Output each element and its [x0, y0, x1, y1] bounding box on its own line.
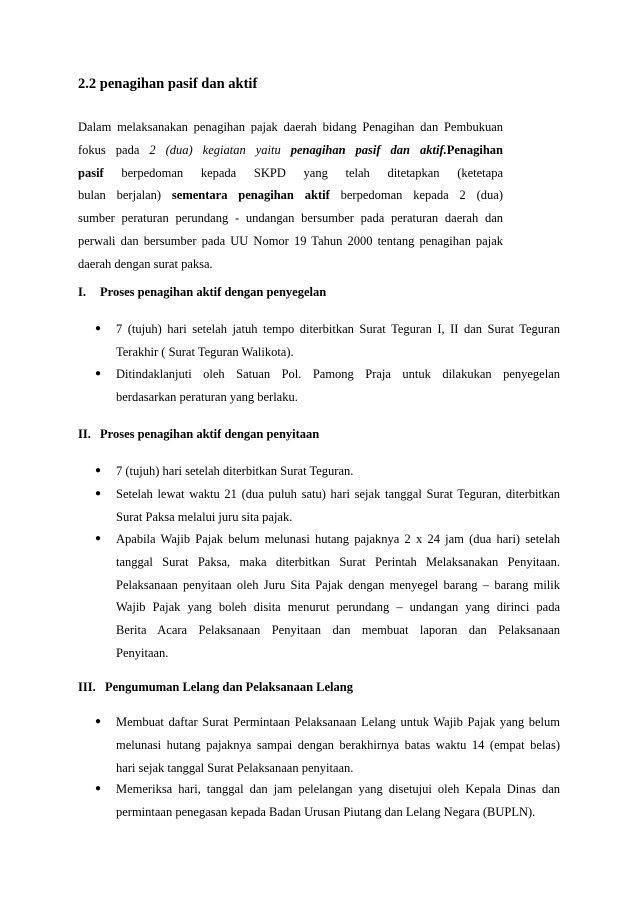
- bullet-icon: ●: [95, 783, 102, 794]
- section-2-heading: [78, 427, 319, 442]
- line: Pelaksanaan penyitaan oleh Juru Sita Pajak dengan menyegel barang – barang milik: [116, 577, 560, 592]
- intro-line-4: [78, 184, 503, 207]
- intro-line-5: sumber peraturan perundang - undangan bersumber pada peraturan daerah dan: [78, 211, 503, 226]
- section-number: III.: [78, 680, 96, 694]
- section-heading: 2.2 penagihan pasif dan aktif: [78, 76, 258, 92]
- intro-text: berpedoman kepada 2 (dua): [329, 188, 503, 203]
- intro-bold: pasif: [78, 165, 104, 180]
- line: Berita Acara Pelaksanaan Penyitaan dan membuat laporan dan Pelaksanaan: [116, 623, 560, 638]
- intro-line-3: [78, 162, 503, 185]
- section-number: I.: [78, 285, 86, 299]
- section-title: Proses penagihan aktif dengan penyegelan: [100, 285, 327, 299]
- bullet-icon: ●: [95, 368, 102, 379]
- line: melunasi hutang pajaknya sampai dengan berakhirnya batas waktu 14 (empat belas): [116, 737, 560, 752]
- intro-text: berpedoman kepada SKPD yang telah ditetapkan (ketetapa: [103, 165, 503, 180]
- intro-line-6: perwali dan bersumber pada UU Nomor 19 Tahun 2000 tentang penagihan pajak: [78, 233, 503, 248]
- bullet-icon: ●: [95, 465, 102, 476]
- section-title: Pengumuman Lelang dan Pelaksanaan Lelang: [105, 680, 353, 694]
- list-item-text: [116, 483, 560, 529]
- intro-bold: sementara penagihan aktif: [171, 188, 330, 203]
- intro-bold: Penagihan: [446, 142, 503, 157]
- line: Wajib Pajak yang boleh disita menurut perundang – undangan yang dirinci pada: [116, 600, 560, 615]
- list-item-text: [116, 318, 560, 364]
- line: berdasarkan peraturan yang berlaku.: [116, 389, 298, 404]
- line: Ditindaklanjuti oleh Satuan Pol. Pamong Praja untuk dilakukan penyegelan: [116, 367, 560, 381]
- intro-line-7: daerah dengan surat paksa.: [78, 256, 213, 271]
- line: permintaan penegasan kepada Badan Urusan Piutang dan Lelang Negara (BUPLN).: [116, 804, 536, 819]
- line: Apabila Wajib Pajak belum melunasi hutang pajaknya 2 x 24 jam (dua hari) setelah: [116, 532, 560, 546]
- bullet-icon: ●: [95, 488, 102, 499]
- intro-paragraph: [78, 116, 503, 276]
- intro-line-2: [78, 139, 503, 162]
- line: tanggal Surat Paksa, maka diterbitkan Surat Perintah Melaksanakan Penyitaan.: [116, 554, 560, 569]
- bullet-icon: ●: [95, 716, 102, 727]
- intro-italic: 2 (dua) kegiatan yaitu: [149, 142, 281, 157]
- intro-text: fokus pada: [78, 142, 150, 157]
- line: Setelah lewat waktu 21 (dua puluh satu) hari sejak tanggal Surat Teguran, diterbitkan: [116, 487, 560, 501]
- section-3-heading: [78, 680, 353, 695]
- list-item-text: [116, 528, 560, 665]
- section-1-heading: [78, 285, 326, 300]
- section-number: II.: [78, 427, 91, 441]
- list-item-text: [116, 460, 560, 483]
- intro-text: bulan berjalan): [78, 188, 172, 203]
- bullet-icon: ●: [95, 533, 102, 544]
- line: Terakhir ( Surat Teguran Walikota).: [116, 344, 294, 359]
- line: 7 (tujuh) hari setelah diterbitkan Surat Teguran.: [116, 464, 354, 478]
- list-item-text: [116, 711, 560, 779]
- list-item-text: [116, 778, 560, 824]
- line: 7 (tujuh) hari setelah jatuh tempo diterbitkan Surat Teguran I, II dan Surat Teguran: [116, 322, 560, 336]
- list-item-text: [116, 363, 560, 409]
- intro-bold-italic: penagihan pasif dan aktif.: [280, 142, 447, 157]
- line: hari sejak tanggal Surat Pelaksanaan penyitaan.: [116, 760, 354, 775]
- line: Memeriksa hari, tanggal dan jam pelelangan yang disetujui oleh Kepala Dinas dan: [116, 782, 560, 796]
- line: Penyitaan.: [116, 645, 169, 660]
- intro-line-1: Dalam melaksanakan penagihan pajak daerah bidang Penagihan dan Pembukuan: [78, 120, 503, 134]
- line: Surat Paksa melalui juru sita pajak.: [116, 509, 293, 524]
- bullet-icon: ●: [95, 323, 102, 334]
- section-title: Proses penagihan aktif dengan penyitaan: [100, 427, 320, 441]
- line: Membuat daftar Surat Permintaan Pelaksanaan Lelang untuk Wajib Pajak yang belum: [116, 715, 560, 729]
